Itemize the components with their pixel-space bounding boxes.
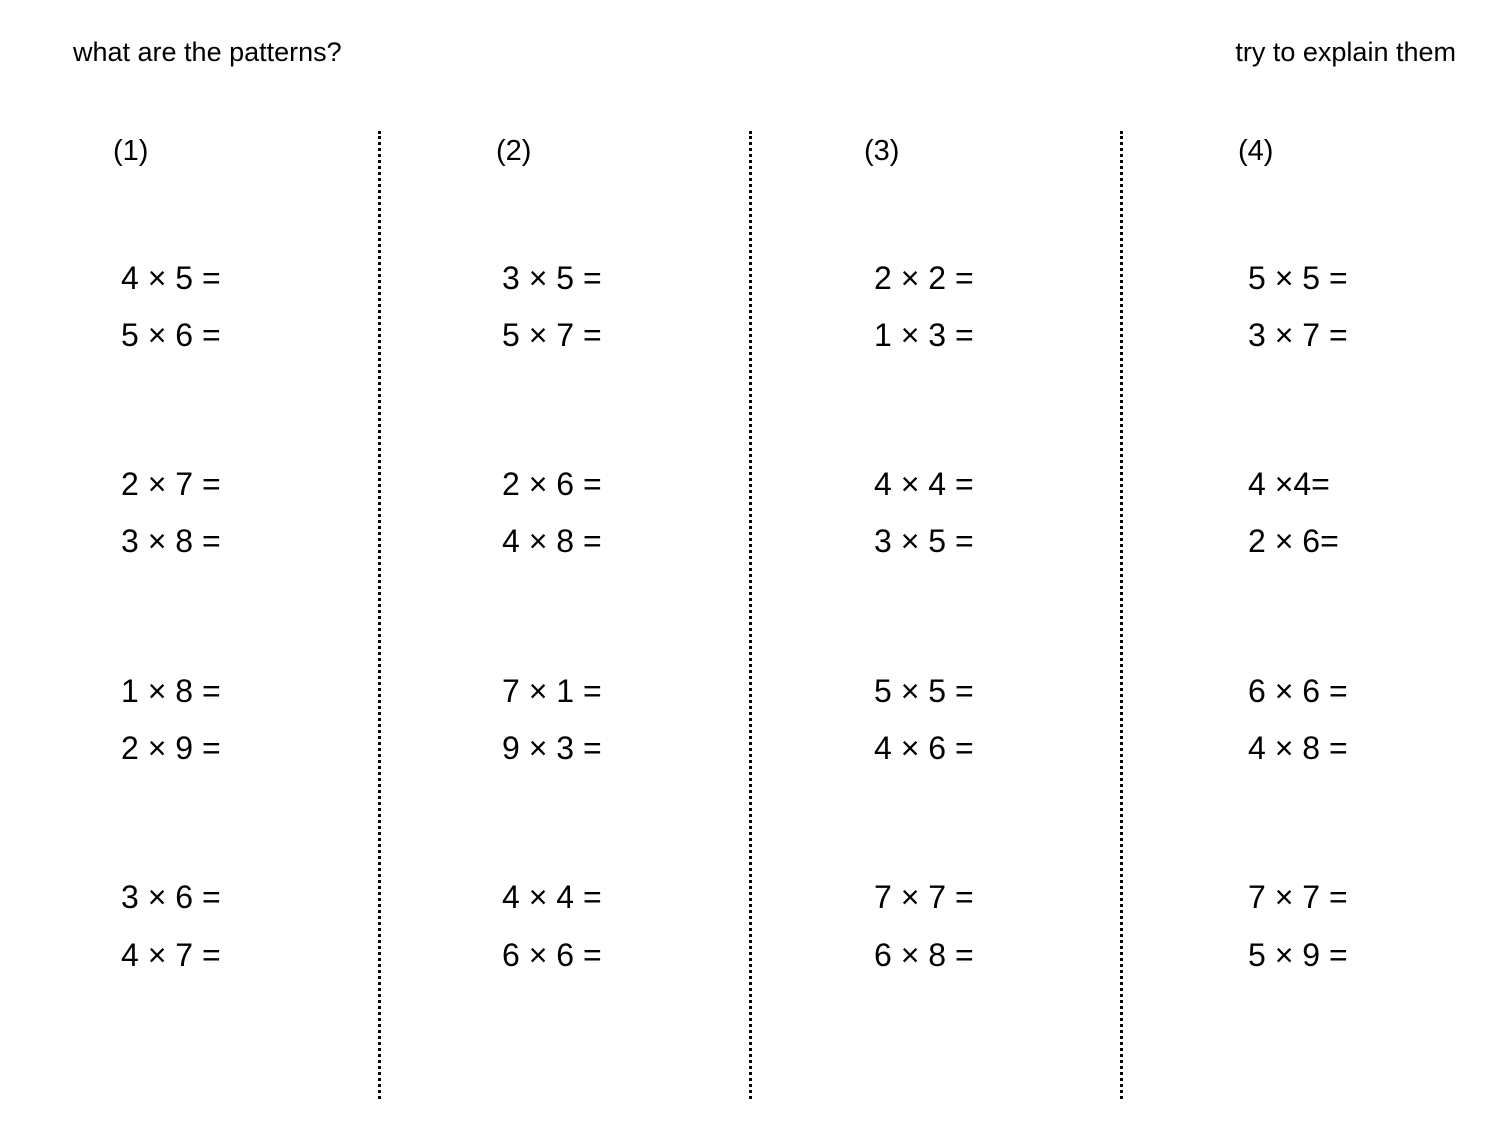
problem: 3 × 7 = — [1248, 317, 1348, 353]
column-divider — [378, 131, 381, 1099]
problem: 3 × 5 = — [874, 523, 974, 559]
column-label: (3) — [864, 135, 900, 167]
problem: 6 × 8 = — [874, 937, 974, 973]
problem: 4 × 8 = — [1248, 730, 1348, 766]
problem: 7 × 1 = — [502, 673, 602, 709]
header-instruction: try to explain them — [1235, 37, 1456, 67]
problem: 4 ×4= — [1248, 466, 1330, 502]
column-divider — [1120, 131, 1123, 1099]
column-label: (2) — [496, 135, 532, 167]
problem: 4 × 4 = — [502, 879, 602, 915]
problem: 2 × 6= — [1248, 523, 1339, 559]
problem: 1 × 3 = — [874, 317, 974, 353]
problem: 2 × 9 = — [121, 730, 221, 766]
problem: 7 × 7 = — [1248, 879, 1348, 915]
problem: 6 × 6 = — [502, 937, 602, 973]
problem: 1 × 8 = — [121, 673, 221, 709]
problem: 5 × 9 = — [1248, 937, 1348, 973]
problem: 4 × 7 = — [121, 937, 221, 973]
problem: 5 × 5 = — [1248, 260, 1348, 296]
problem: 5 × 7 = — [502, 317, 602, 353]
problem: 4 × 5 = — [121, 260, 221, 296]
problem: 4 × 6 = — [874, 730, 974, 766]
header-question: what are the patterns? — [73, 37, 342, 67]
problem: 5 × 5 = — [874, 673, 974, 709]
problem: 7 × 7 = — [874, 879, 974, 915]
problem: 3 × 8 = — [121, 523, 221, 559]
column-divider — [749, 131, 752, 1099]
problem: 2 × 7 = — [121, 466, 221, 502]
problem: 4 × 4 = — [874, 466, 974, 502]
problem: 2 × 2 = — [874, 260, 974, 296]
problem: 2 × 6 = — [502, 466, 602, 502]
problem: 9 × 3 = — [502, 730, 602, 766]
problem: 4 × 8 = — [502, 523, 602, 559]
problem: 3 × 5 = — [502, 260, 602, 296]
column-label: (1) — [113, 135, 149, 167]
column-label: (4) — [1238, 135, 1274, 167]
problem: 3 × 6 = — [121, 879, 221, 915]
problem: 6 × 6 = — [1248, 673, 1348, 709]
problem: 5 × 6 = — [121, 317, 221, 353]
